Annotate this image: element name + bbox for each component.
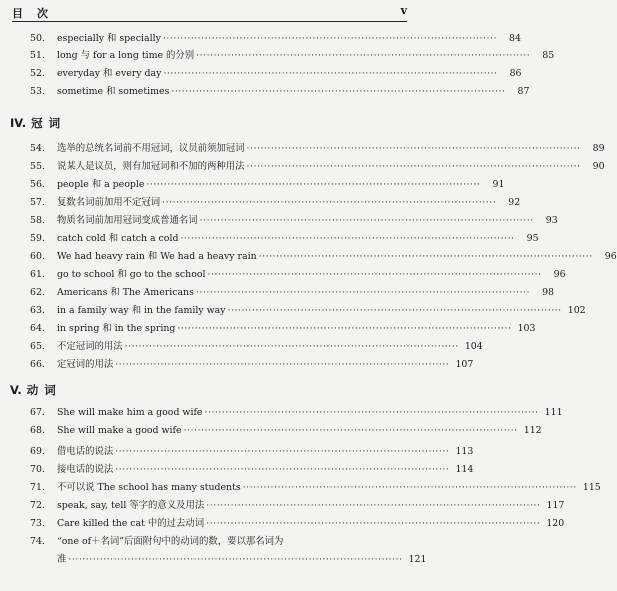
dot-leader: ································································································ [206,500,541,511]
header-page-number: v [400,4,407,17]
dot-leader: ································································································ [195,287,531,298]
dot-leader: ································································································ [162,33,497,44]
dot-leader: ································································································ [115,359,450,370]
entry-title: Americans 和 The Americans [57,287,194,298]
entry-title: 定冠词的用法 [57,359,114,370]
dot-leader: ································································································ [68,554,403,565]
entry-number: 66. [30,359,45,370]
entry-page: 92 [508,197,521,208]
dot-leader: ································································································ [206,518,541,529]
entry-title: 不定冠词的用法 [57,341,123,352]
entry-page: 103 [517,323,536,334]
entry-title-continuation: 准 [57,554,67,565]
entry-number: 63. [30,305,45,316]
entry-title: 说某人是议员，则有加冠词和不加的两种用法 [57,161,245,172]
entry-number: 53. [30,86,45,97]
dot-leader: ································································································ [163,68,498,79]
entry-number: 62. [30,287,45,298]
entry-number: 71. [30,482,45,493]
toc-entry[interactable] [30,302,586,317]
toc-entry[interactable] [30,140,605,155]
toc-entry[interactable] [30,515,565,530]
dot-leader: ································································································ [246,161,581,172]
entry-title: 选举的总统名词前不用冠词，议员前须加冠词 [57,143,245,154]
entry-page: 120 [546,518,565,529]
toc-entry[interactable] [30,497,565,512]
entry-title: She will make him a good wife [57,407,203,418]
dot-leader: ································································································ [246,143,581,154]
entry-page: 96 [553,269,566,280]
toc-entry[interactable] [30,407,563,422]
entry-number: 56. [30,179,45,190]
dot-leader: ································································································ [227,305,562,316]
entry-title: catch cold 和 catch a cold [57,233,179,244]
entry-page: 98 [542,287,555,298]
toc-entry[interactable] [30,533,373,548]
toc-entry[interactable] [30,338,483,353]
toc-entry[interactable] [30,65,522,80]
dot-leader: ································································································ [115,446,450,457]
dot-leader: ································································································ [177,323,512,334]
entry-number: 55. [30,161,45,172]
entry-number: 59. [30,233,45,244]
entry-page: 84 [509,33,521,44]
entry-title: people 和 a people [57,179,145,190]
entry-number: 65. [30,341,45,352]
entry-number: 74. [30,536,45,547]
entry-title: Care killed the cat 中的过去动词 [57,518,205,529]
dot-leader: ································································································ [146,179,481,190]
entry-title: 物质名词前加用冠词变成普通名词 [57,215,198,226]
entry-page: 91 [492,179,505,190]
entry-number: 58. [30,215,45,226]
dot-leader: ································································································ [124,341,459,352]
toc-entry[interactable] [30,443,474,458]
toc-entry[interactable] [30,425,542,440]
entry-page: 115 [582,482,601,493]
entry-title: 复数名词前加用不定冠词 [57,197,161,208]
entry-number: 67. [30,407,45,418]
toc-entry[interactable] [30,320,536,335]
entry-title: 借电话的说法 [57,446,114,457]
entry-page: 102 [567,305,586,316]
entry-page: 111 [544,407,563,418]
toc-entry-continuation[interactable] [57,551,427,566]
entry-page: 85 [542,50,555,61]
entry-page: 93 [545,215,558,226]
entry-title: speak, say, tell 等字的意义及用法 [57,500,205,511]
dot-leader: ································································································ [183,425,518,436]
section-heading [10,382,62,398]
toc-entry[interactable] [30,158,605,173]
dot-leader: ································································································ [242,482,577,493]
entry-title: She will make a good wife [57,425,182,436]
header-title: 目次 [12,7,62,20]
toc-entry[interactable] [30,176,505,191]
section-heading [10,115,66,131]
dot-leader: ································································································ [258,251,593,262]
dot-leader: ································································································ [207,269,542,280]
dot-leader: ································································································ [196,50,531,61]
entry-page: 95 [526,233,539,244]
entry-number: 52. [30,68,45,79]
entry-title: go to school 和 go to the school [57,269,206,280]
toc-entry[interactable] [30,30,521,45]
dot-leader: ································································································ [162,197,497,208]
toc-entry[interactable] [30,212,558,227]
entry-title: everyday 和 every day [57,68,162,79]
toc-entry[interactable] [30,248,617,263]
entry-page: 114 [455,464,474,475]
entry-page: 87 [517,86,530,97]
entry-page: 117 [546,500,565,511]
entry-title: We had heavy rain 和 We had a heavy rain [57,251,257,262]
entry-page: 104 [464,341,483,352]
entry-page: 89 [592,143,605,154]
entry-title: sometime 和 sometimes [57,86,170,97]
dot-leader: ································································································ [199,215,534,226]
entry-title: in spring 和 in the spring [57,323,176,334]
dot-leader: ································································································ [204,407,539,418]
entry-number: 70. [30,464,45,475]
entry-number: 68. [30,425,45,436]
entry-page: 121 [408,554,427,565]
entry-page: 96 [604,251,617,262]
entry-number: 54. [30,143,45,154]
entry-page: 107 [455,359,474,370]
section-numeral: V. [10,383,22,397]
toc-entry[interactable] [30,356,474,371]
entry-number: 51. [30,50,45,61]
entry-number: 57. [30,197,45,208]
entry-number: 69. [30,446,45,457]
toc-entry[interactable] [30,461,474,476]
entry-number: 72. [30,500,45,511]
entry-number: 64. [30,323,45,334]
entry-page: 113 [455,446,474,457]
dot-leader: ································································································ [115,464,450,475]
entry-title: 不可以说 The school has many students [57,482,241,493]
entry-title: long 与 for a long time 的分别 [57,50,195,61]
entry-number: 61. [30,269,45,280]
toc-entry[interactable] [30,194,521,209]
entry-number: 50. [30,33,45,44]
entry-title: in a family way 和 in the family way [57,305,226,316]
toc-entry[interactable] [30,230,539,245]
toc-entry[interactable] [30,284,555,299]
entry-title: “one of＋名词”后面附句中的动词的数，要以那名词为 [57,536,284,547]
dot-leader: ································································································ [171,86,506,97]
toc-entry[interactable] [30,83,530,98]
toc-entry[interactable] [30,266,566,281]
toc-entry[interactable] [30,479,601,494]
page-header [12,4,407,22]
section-title: 动词 [26,383,62,397]
entry-number: 73. [30,518,45,529]
section-title: 冠词 [31,116,67,130]
section-numeral: IV. [10,116,27,130]
dot-leader: ································································································ [180,233,515,244]
entry-page: 90 [592,161,605,172]
entry-number: 60. [30,251,45,262]
toc-entry[interactable] [30,47,555,62]
entry-page: 86 [509,68,522,79]
entry-title: especially 和 specially [57,33,161,44]
entry-title: 接电话的说法 [57,464,114,475]
entry-page: 112 [523,425,542,436]
